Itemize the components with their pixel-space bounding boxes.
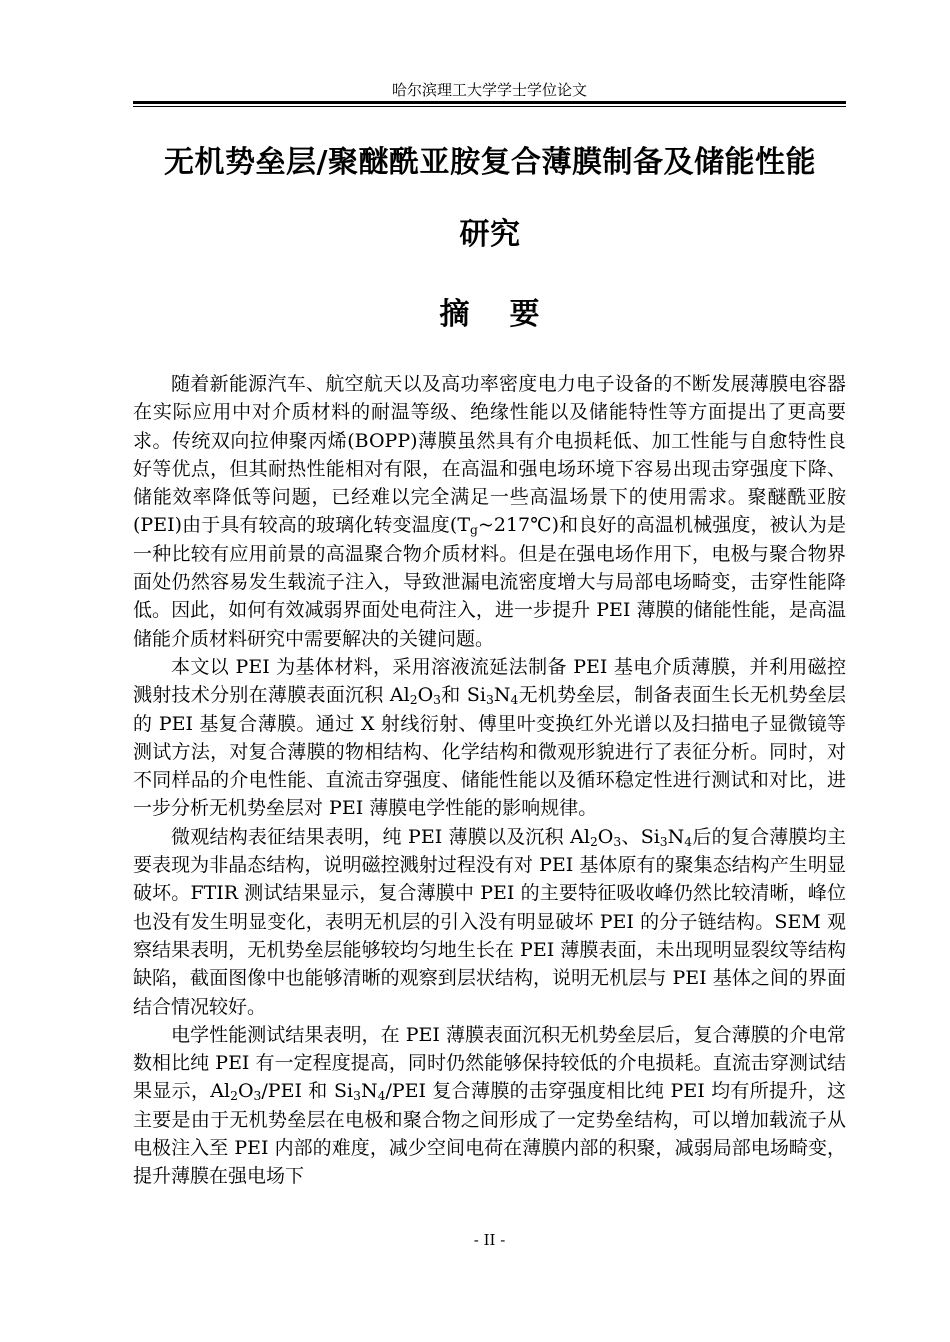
text-run: /PEI 复合薄膜的击穿强度相比纯 PEI 均有所提升，这主要是由于无机势垒层在电极和聚合物之间形成了一定势垒结构，可以增加载流子从电极注入至 PEI 内部的难度，减少空间电荷在薄膜内部的积聚，减弱局部电场畸变，提升薄膜在强电场下	[133, 1080, 847, 1188]
subscript: 3	[433, 693, 441, 708]
text-run: 无机势垒层，制备表面生长无机势垒层的 PEI 基复合薄膜。通过 X 射线衍射、傅里叶变换红外光谱以及扫描电子显微镜等测试方法，对复合薄膜的物相结构、化学结构和微观形貌进行了表征分析。同时，对不同样品的介电性能、直流击穿强度、储能性能以及循环稳定性进行测试和对比，进一步分析无机势垒层对 PEI 薄膜电学性能的影响规律。	[133, 684, 846, 820]
subscript: 2	[230, 1089, 238, 1104]
header-rule-thick	[133, 101, 846, 104]
abstract-heading-char-2: 要	[509, 297, 540, 332]
subscript: 3	[253, 1089, 262, 1104]
subscript: g	[470, 523, 478, 538]
abstract-paragraph-2	[133, 653, 846, 823]
subscript: 3	[485, 693, 494, 708]
abstract-heading	[133, 290, 846, 340]
text-run: /PEI 和 Si	[261, 1080, 354, 1103]
abstract-heading-char-1: 摘	[439, 297, 470, 332]
running-header: 哈尔滨理工大学学士学位论文	[391, 81, 587, 99]
text-run: 、Si	[621, 825, 660, 848]
page-number: - II -	[473, 1231, 506, 1249]
subscript: 4	[684, 834, 693, 849]
subscript: 3	[659, 834, 668, 849]
subscript: 4	[510, 693, 519, 708]
text-run: 后的复合薄膜均主要表现为非晶态结构，说明磁控溅射过程没有对 PEI 基体原有的聚集态结构产生明显破坏。FTIR 测试结果显示，复合薄膜中 PEI 的主要特征吸收峰仍然比较清晰，峰位也没有发生明显变化，表明无机层的引入没有明显破坏 PEI 的分子链结构。SEM 观察结果表明，无机势垒层能够较均匀地生长在 PEI 薄膜表面，未出现明显裂纹等结构缺陷，截面图像中也能够清晰的观察到层状结构，说明无机层与 PEI 基体之间的界面结合情况较好。	[133, 825, 846, 1018]
text-run: N	[360, 1080, 378, 1103]
text-run: 和 Si	[441, 684, 486, 707]
header-rule-thin	[133, 106, 846, 107]
subscript: 2	[589, 834, 598, 849]
thesis-title	[110, 127, 870, 271]
subscript: 3	[613, 834, 622, 849]
subscript: 3	[353, 1089, 361, 1104]
text-run: 本文以 PEI 为基体材料，采用溶液流延法制备 PEI 基电介质薄膜，并利用磁控溅射技术分别在薄膜表面沉积 Al	[133, 655, 846, 707]
text-run: O	[237, 1080, 254, 1103]
text-run: 微观结构表征结果表明，纯 PEI 薄膜以及沉积 Al	[171, 825, 590, 848]
abstract-paragraph-4	[133, 1021, 846, 1191]
text-run: 随着新能源汽车、航空航天以及高功率密度电力电子设备的不断发展薄膜电容器在实际应用中对介质材料的耐温等级、绝缘性能以及储能特性等方面提出了更高要求。传统双向拉伸聚丙烯(BOPP)薄膜虽然具有介电损耗低、加工性能与自愈特性良好等优点，但其耐热性能相对有限，在高温和强电场环境下容易出现击穿强度下降、储能效率降低等问题，已经难以完全满足一些高温场景下的使用需求。聚醚酰亚胺(PEI)由于具有较高的玻璃化转变温度(T	[133, 373, 846, 537]
abstract-body	[133, 370, 846, 1191]
title-line-1: 无机势垒层/聚醚酰亚胺复合薄膜制备及储能性能	[164, 145, 816, 180]
subscript: 4	[377, 1089, 386, 1104]
text-run: 电学性能测试结果表明，在 PEI 薄膜表面沉积无机势垒层后，复合薄膜的介电常数相比纯 PEI 有一定程度提高，同时仍然能够保持较低的介电损耗。直流击穿测试结果显示，Al	[133, 1023, 846, 1103]
text-run: O	[417, 684, 434, 707]
text-run: N	[667, 825, 685, 848]
abstract-paragraph-3	[133, 823, 846, 1021]
subscript: 2	[409, 693, 418, 708]
text-run: O	[597, 825, 614, 848]
text-run: ~217℃)和良好的高温机械强度，被认为是一种比较有应用前景的高温聚合物介质材料。但是在强电场作用下，电极与聚合物界面处仍然容易发生载流子注入，导致泄漏电流密度增大与局部电场畸变，击穿性能降低。因此，如何有效减弱界面处电荷注入，进一步提升 PEI 薄膜的储能性能，是高温储能介质材料研究中需要解决的关键问题。	[133, 514, 846, 650]
abstract-paragraph-1	[133, 370, 846, 653]
title-line-2: 研究	[459, 217, 521, 252]
text-run: N	[493, 684, 511, 707]
